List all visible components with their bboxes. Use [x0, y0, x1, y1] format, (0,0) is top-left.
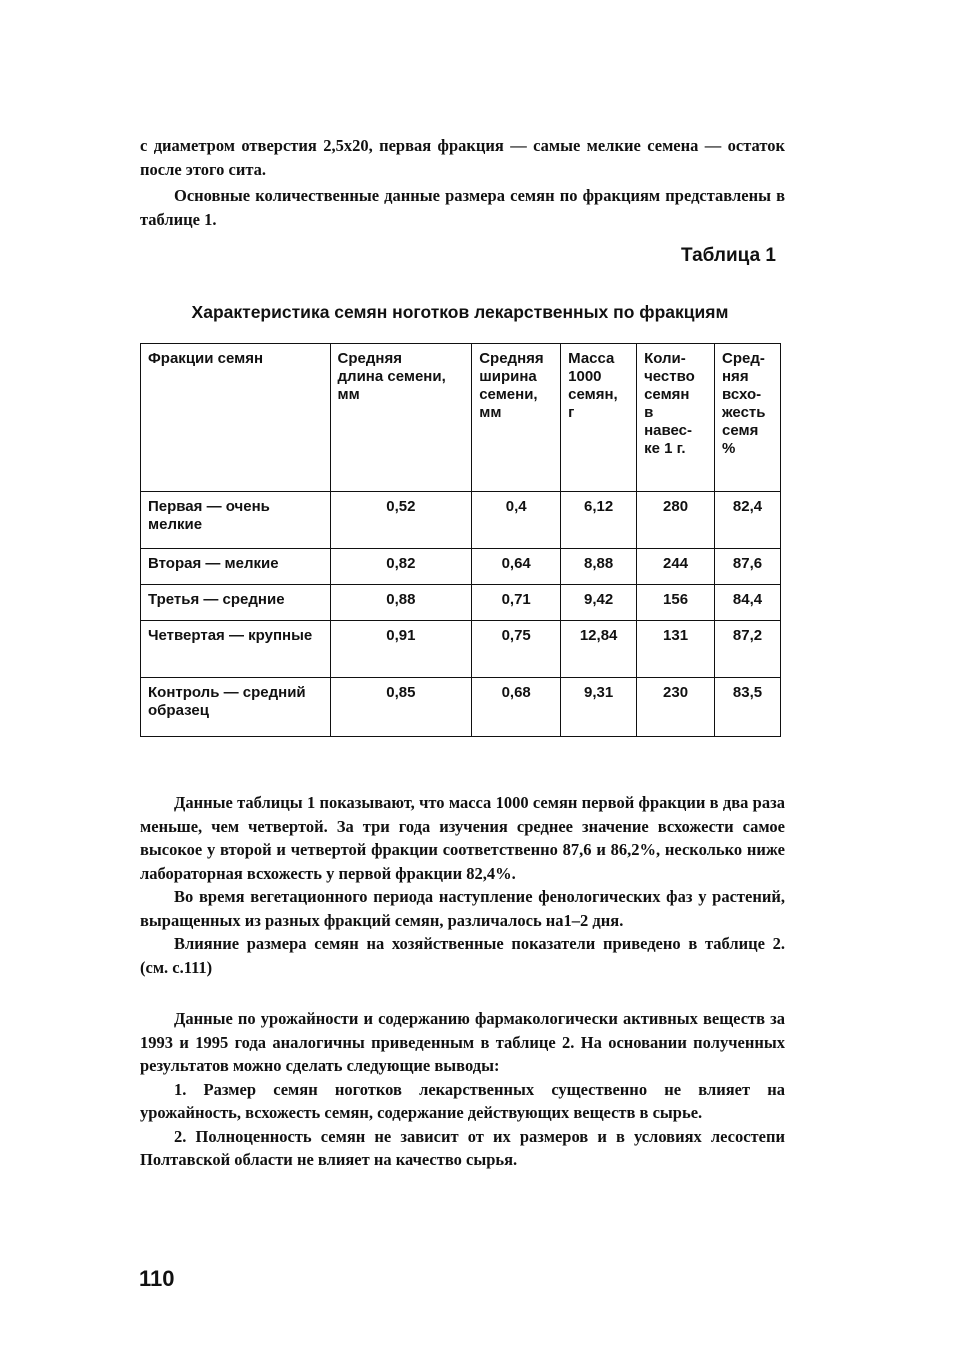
fraction-cell: Третья — средние: [141, 585, 331, 621]
seed-fractions-table: [140, 343, 781, 737]
mass-cell: 9,31: [561, 678, 637, 737]
mass-cell: 12,84: [561, 621, 637, 678]
conclusion-1: 1. Размер семян ноготков лекарственных существенно не влияет на урожайность, всхожесть семян, содержание действующих веществ в сырье.: [140, 1079, 785, 1122]
fraction-cell: Четвертая — крупные: [141, 621, 331, 678]
table-header-row: [141, 344, 781, 492]
intro-text: [140, 134, 785, 234]
table-row: [141, 678, 781, 737]
header-cell: [637, 344, 715, 492]
header-text: Коли- чество семян в навес- ке 1 г.: [644, 350, 695, 457]
mass-cell: 8,88: [561, 549, 637, 585]
germination-cell: 84,4: [715, 585, 781, 621]
count-cell: 280: [637, 492, 715, 549]
header-cell: [561, 344, 637, 492]
length-cell: 0,85: [330, 678, 472, 737]
header-cell: [330, 344, 472, 492]
germination-cell: 82,4: [715, 492, 781, 549]
header-cell: [472, 344, 561, 492]
body-paragraph-2: Во время вегетационного периода наступление фенологических фаз у растений, выращенных из разных фракций семян, различалось на1–2 дня.: [140, 887, 785, 930]
body-paragraph-1: Данные таблицы 1 показывают, что масса 1000 семян первой фракции в два раза меньше, чем четвертой. За три года изучения среднее значение всхожести самое высокое у второй и четвертой фракции соответственно 87,6 и 86,2%, несколько ниже лабораторная всхожесть у первой фракции 82,4%.: [140, 793, 785, 883]
header-text: Масса 1000 семян, г: [568, 350, 618, 421]
count-cell: 131: [637, 621, 715, 678]
header-text: Фракции семян: [148, 350, 264, 367]
header-cell: [715, 344, 781, 492]
length-cell: 0,91: [330, 621, 472, 678]
page-number: 110: [139, 1266, 175, 1291]
length-cell: 0,82: [330, 549, 472, 585]
table-label: Таблица 1: [680, 245, 776, 266]
header-text: Средняя длина семени, мм: [337, 350, 446, 403]
germination-cell: 87,2: [715, 621, 781, 678]
table-row: [141, 492, 781, 549]
length-cell: 0,88: [330, 585, 472, 621]
mass-cell: 9,42: [561, 585, 637, 621]
germination-cell: 83,5: [715, 678, 781, 737]
header-cell: [141, 344, 331, 492]
table-row: [141, 621, 781, 678]
width-cell: 0,64: [472, 549, 561, 585]
length-cell: 0,52: [330, 492, 472, 549]
width-cell: 0,68: [472, 678, 561, 737]
body-paragraph-4: Данные по урожайности и содержанию фармакологически активных веществ за 1993 и 1995 года аналогичны приведенным в таблице 2. На основании полученных результатов можно сделать следующие выводы:: [140, 1009, 785, 1075]
table-title: Характеристика семян ноготков лекарственных по фракциям: [191, 302, 729, 322]
header-text: Сред- няя всхо- жесть семя %: [722, 350, 766, 457]
germination-cell: 87,6: [715, 549, 781, 585]
fraction-cell: Вторая — мелкие: [141, 549, 331, 585]
width-cell: 0,71: [472, 585, 561, 621]
header-text: Средняя ширина семени, мм: [479, 350, 544, 421]
table-row: [141, 549, 781, 585]
mass-cell: 6,12: [561, 492, 637, 549]
width-cell: 0,4: [472, 492, 561, 549]
width-cell: 0,75: [472, 621, 561, 678]
fraction-cell: Контроль — средний образец: [141, 678, 331, 737]
body-text: [140, 791, 785, 1172]
count-cell: 244: [637, 549, 715, 585]
count-cell: 156: [637, 585, 715, 621]
body-paragraph-3: Влияние размера семян на хозяйственные показатели приведено в таблице 2. (см. с.111): [140, 934, 785, 977]
intro-paragraph-1: с диаметром отверстия 2,5х20, первая фракция — самые мелкие семена — остаток после этого сита.: [140, 136, 785, 179]
intro-paragraph-2: Основные количественные данные размера семян по фракциям представлены в таблице 1.: [140, 186, 785, 229]
table-row: [141, 585, 781, 621]
count-cell: 230: [637, 678, 715, 737]
conclusion-2: 2. Полноценность семян не зависит от их размеров и в условиях лесостепи Полтавской области не влияет на качество сырья.: [140, 1126, 785, 1169]
fraction-cell: Первая — очень мелкие: [141, 492, 331, 549]
